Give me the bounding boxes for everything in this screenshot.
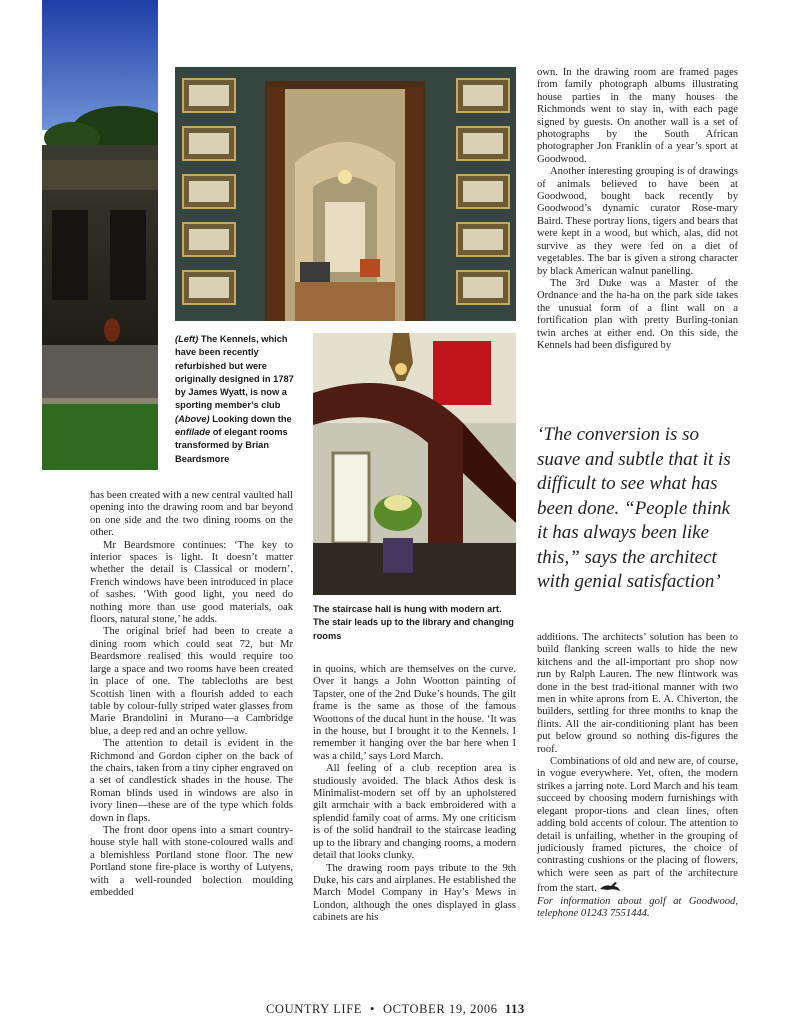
paragraph: The 3rd Duke was a Master of the Ordnance and the ha-ha on the park side takes the unusual form of a flint wall on a fortification plan with pretty Burling-tonian twin arches at either end. On this side, the Kennels had been disfigured by bbox=[537, 277, 738, 351]
caption-above-text: Looking down the bbox=[209, 413, 292, 424]
paragraph: in quoins, which are themselves on the curve. Over it hangs a John Wootton painting of Tapster, one of the 2nd Duke’s hounds. The gilt frame is the same as those of the famous Woottons of the ducal hunt in the house. ‘It was in the house, but I brought it to the Kennels. I remember it hanging over the bar here when I was a child,’ says Lord March. bbox=[313, 664, 516, 762]
page-number: 113 bbox=[505, 1002, 525, 1016]
paragraph: own. In the drawing room are framed pages from family photograph albums illustrating house parties in the many houses the Richmonds went to stay in, with each page signed by guests. On another wall is a set of photographs by the South African photographer Jon Franklin of a year’s sport at Goodwood. bbox=[537, 67, 738, 165]
caption-end-text: of elegant rooms transformed by Brian Beardsmore bbox=[175, 427, 288, 464]
caption-staircase: The staircase hall is hung with modern art. The stair leads up to the library and changing rooms bbox=[313, 604, 514, 641]
article-column-3-bottom bbox=[537, 632, 738, 920]
paragraph: The attention to detail is evident in the Richmond and Gordon cipher on the back of the chairs, taken from a tiny cipher engraved on a set of candlestick shades in the house. The Roman blinds used in windows are also in ivory linen—these are of the type which folds down in flaps. bbox=[90, 738, 293, 824]
caption-above-tag: (Above) bbox=[175, 413, 210, 424]
closing-text: Combinations of old and new are, of course, in vogue everywhere. Yet, often, the modern strikes a jarring note. Lord March and his team succeed by choosing modern furnishings with elegant propor-tions and clean lines, often adding bold accents of colour. The attention to detail is unfailing, whether in the grouping of judiciously framed pictures, the choice of contrasting cushions or the placing of flowers, which were seen as part of the architecture from the start. bbox=[537, 756, 738, 895]
footer-bullet: • bbox=[369, 1002, 375, 1016]
caption-kennels bbox=[175, 333, 305, 466]
paragraph: Mr Beardsmore continues: ‘The key to interior spaces is light. It doesn’t matter whether the detail is Classical or modern’. French windows have been introduced in place of sashes. ‘With good light, you need do nothing more than use good materials, oak floors, natural stone,’ he adds. bbox=[90, 539, 293, 626]
magazine-name: COUNTRY LIFE bbox=[266, 1002, 362, 1016]
paragraph: The front door opens into a smart country-house style hall with stone-coloured walls and a blemishless Portland stone floor. The new Portland stone fire-place is worthy of Lutyens, with a well-rounded bolection moulding embedded bbox=[90, 824, 293, 898]
caption-left-text: The Kennels, which have been recently refurbished but were originally designed in 1787 by James Wyatt, is now a sporting member’s club bbox=[175, 334, 294, 411]
article-column-2 bbox=[313, 664, 516, 925]
photo-kennels-exterior bbox=[42, 0, 158, 470]
page-footer bbox=[266, 1002, 525, 1017]
photo-enfilade bbox=[175, 67, 516, 321]
paragraph: The drawing room pays tribute to the 9th Duke, his cars and airplanes. He established the March Model Company in Hay’s Mews in London, although the ones displayed in glass cabinets are his bbox=[313, 862, 516, 924]
article-column-1 bbox=[90, 490, 293, 899]
paragraph: additions. The architects’ solution has been to build flanking screen walls to hide the new kitchens and the all-important pro shop now run by Ralph Lauren. The new flintwork was done in the best trad-itional manner with two men in white aprons from E. A. Chiverton, the builders, settling for three months to knap the flints. All the air-conditioning plant has been put below ground so nothing dis-figures the roof. bbox=[537, 632, 738, 755]
issue-date: OCTOBER 19, 2006 bbox=[382, 1002, 498, 1016]
paragraph: The original brief had been to create a dining room which could seat 72, but Mr Beardsmore realised this would require too large a space and two rooms have been created in place of one. The tablecloths are best Scottish linen with a flourish added to each table by colour-fully striped water glasses from Marie Brandolini in Murano—a Cambridge blue, a deep red and an ochre yellow. bbox=[90, 626, 293, 737]
paragraph: All feeling of a club reception area is studiously avoided. The black Athos desk is Minimalist-modern set off by an upholstered gilt armchair with a back embroidered with a splendid family coat of arms. My one criticism is of the solid handrail to the staircase leading up to the library and changing rooms, a modern detail that looks clunky. bbox=[313, 763, 516, 862]
end-note: For information about golf at Goodwood, telephone 01243 7551444. bbox=[537, 895, 738, 919]
photo-staircase-hall bbox=[313, 333, 516, 595]
pull-quote: ‘The conversion is so suave and subtle that it is difficult to see what has been done. “People think it has always been like this,” says the architect with genial satisfaction’ bbox=[537, 424, 731, 592]
paragraph: Another interesting grouping is of drawings of animals believed to have been at Goodwood, bought back recently by Goodwood’s dynamic curator Rose-mary Baird. These portray lions, tigers and bears that were kept in a wood, but which, alas, did not survive as they were fed on a diet of vegetables. The bar is given a strong character by black American walnut panelling. bbox=[537, 166, 738, 277]
paragraph: has been created with a new central vaulted hall opening into the drawing room and bar beyond on one side and the two dining rooms on the other. bbox=[90, 490, 293, 539]
article-column-3-top bbox=[537, 67, 738, 352]
caption-left-tag: (Left) bbox=[175, 334, 199, 344]
paragraph bbox=[537, 756, 738, 895]
pheasant-icon bbox=[599, 880, 621, 892]
caption-enfilade: enfilade bbox=[175, 427, 211, 438]
